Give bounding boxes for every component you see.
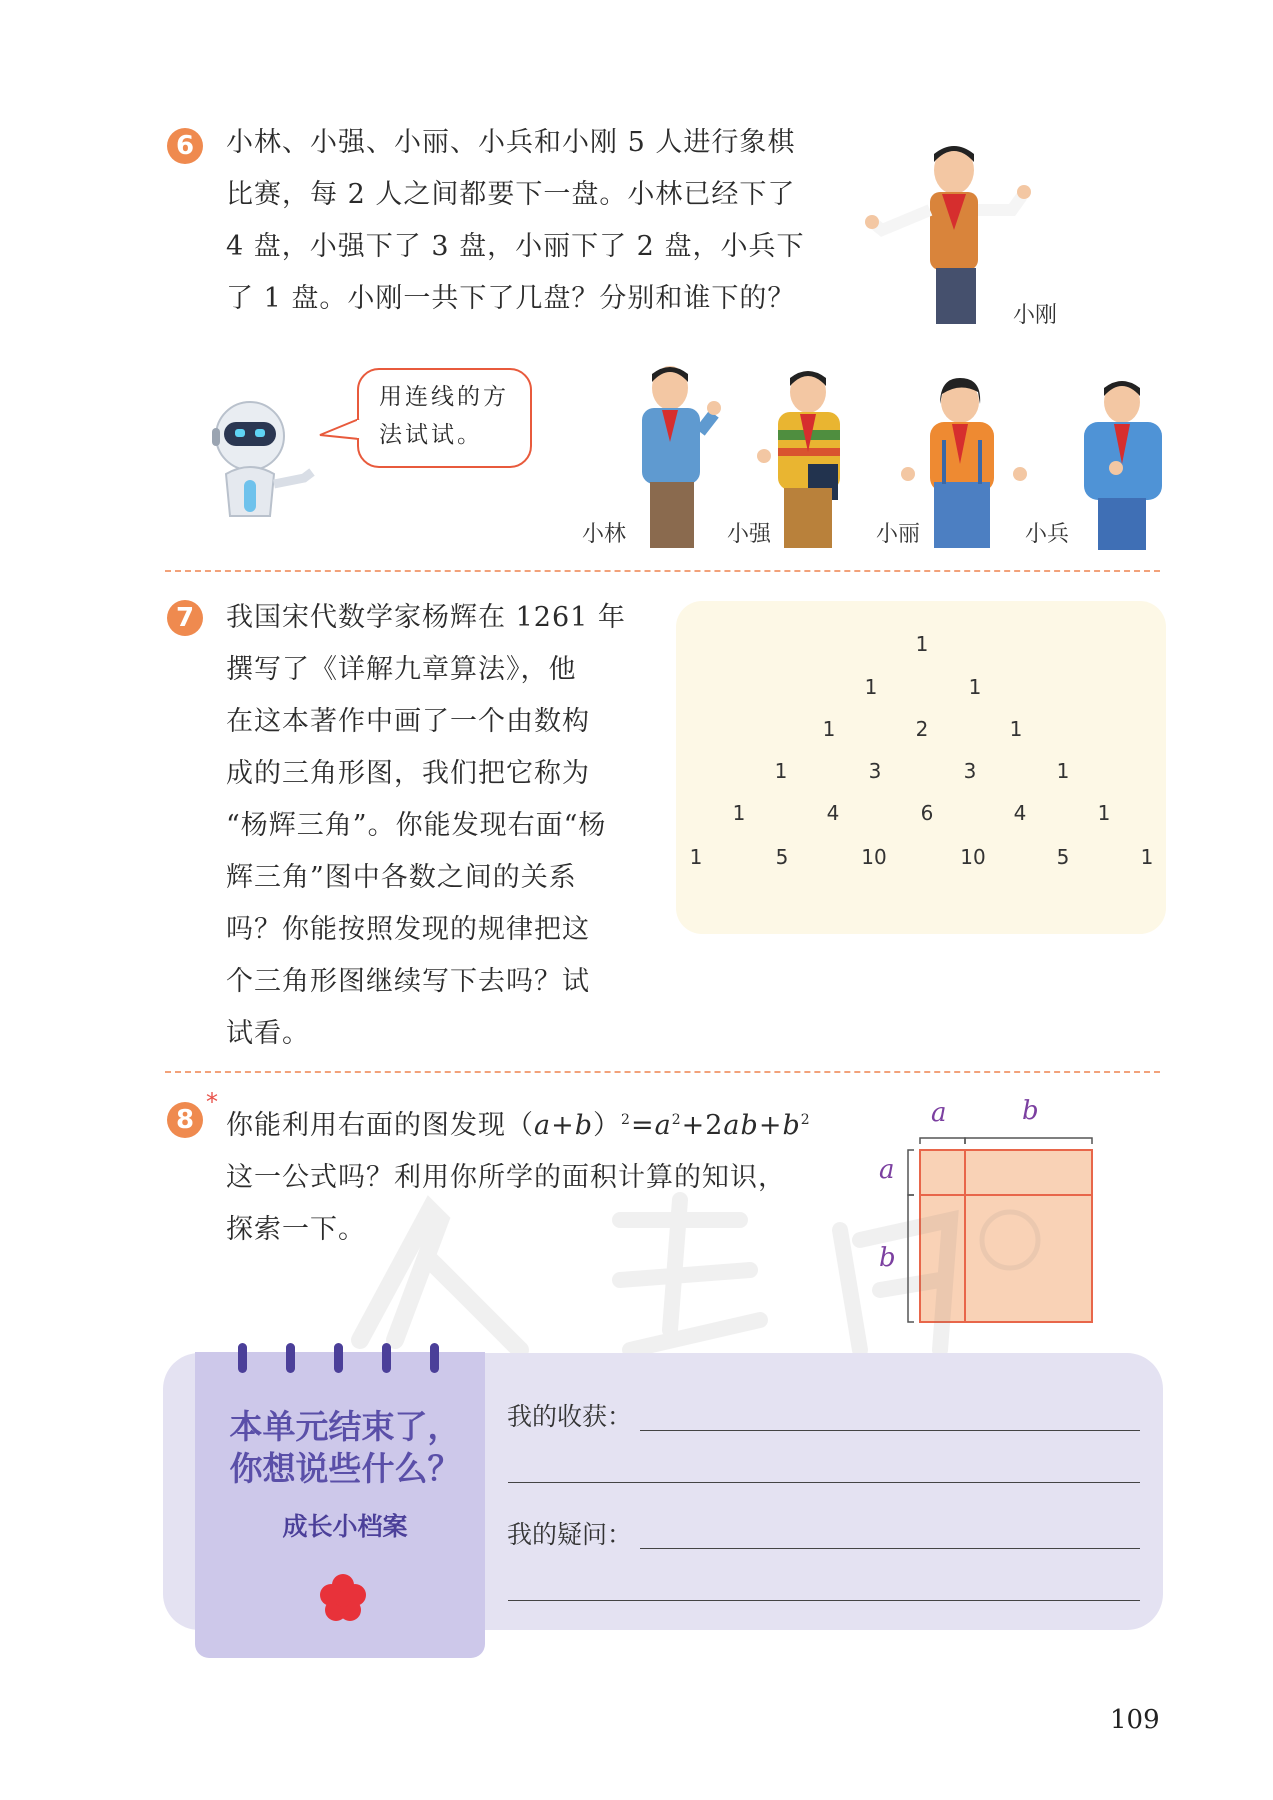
triangle-number: 10 [960,845,986,869]
triangle-number: 5 [1056,845,1070,869]
formula-b: b [574,1110,594,1141]
formula-exp: 2 [621,1112,631,1128]
q6-line: 4 盘，小强下了 3 盘，小丽下了 2 盘，小兵下 [226,231,805,262]
formula-a2: a [654,1110,672,1141]
question-number-7: 7 [167,600,203,636]
q7-text [226,592,626,1060]
q7-line: 试看。 [226,1018,310,1049]
triangle-number: 1 [1009,717,1023,741]
speech-bubble-tail [318,415,360,445]
question-answer-line[interactable] [640,1548,1140,1549]
formula-plus2: +2 [681,1110,724,1141]
name-xiaoli: 小丽 [876,522,921,547]
publisher-watermark-logo [300,1180,1060,1380]
q8-line1-text: 你能利用右面的图发现（ [226,1110,534,1141]
gain-answer-line[interactable] [508,1482,1140,1483]
q7-line: 在这本著作中画了一个由数构 [226,706,590,737]
triangle-number: 6 [920,801,934,825]
triangle-number: 1 [968,675,982,699]
triangle-number: 1 [822,717,836,741]
triangle-number: 3 [963,759,977,783]
triangle-number: 1 [732,801,746,825]
q7-line: 辉三角”图中各数之间的关系 [226,862,577,893]
speech-line: 用连线的方 [379,384,509,410]
diagram-label-top-a: a [931,1098,947,1128]
question-number-8: 8 [167,1102,203,1138]
notebook-ring [382,1343,391,1373]
speech-bubble [357,368,532,468]
name-xiaobing: 小兵 [1025,522,1070,547]
name-xiaolin: 小林 [582,522,627,547]
formula-eq: = [630,1110,655,1141]
boy-xiaolin-illustration [622,362,722,552]
formula-a: a [534,1110,552,1141]
boy-xiaobing-illustration [1068,378,1178,552]
diagram-label-side-b: b [879,1243,896,1273]
summary-title-line-1: 本单元结束了， [229,1407,461,1446]
formula-plus: + [551,1110,575,1141]
notebook-ring [430,1343,439,1373]
q8-line-2: 这一公式吗？利用你所学的面积计算的知识， [226,1162,786,1193]
notebook-ring [286,1343,295,1373]
divider [165,570,1160,572]
triangle-number: 1 [1140,845,1154,869]
triangle-number: 1 [774,759,788,783]
triangle-number: 10 [861,845,887,869]
q6-line: 比赛，每 2 人之间都要下一盘。小林已经下了 [226,179,796,210]
page-number: 109 [1110,1705,1160,1735]
triangle-number: 2 [915,717,929,741]
q7-line: 吗？你能按照发现的规律把这 [226,914,590,945]
triangle-number: 1 [1056,759,1070,783]
name-xiaogang: 小刚 [1013,303,1058,328]
formula-close: ） [593,1110,622,1141]
gain-answer-line[interactable] [640,1430,1140,1431]
triangle-number: 4 [826,801,840,825]
diagram-label-side-a: a [879,1155,895,1185]
question-label: 我的疑问： [507,1520,633,1549]
q6-line: 小林、小强、小丽、小兵和小刚 5 人进行象棋 [226,127,796,158]
triangle-number: 1 [915,632,929,656]
triangle-number: 5 [775,845,789,869]
triangle-number: 3 [868,759,882,783]
summary-title-line-2: 你想说些什么？ [229,1449,461,1488]
flower-icon [318,1573,368,1623]
growth-archive-label: 成长小档案 [282,1512,408,1541]
triangle-number: 1 [689,845,703,869]
q7-line: 我国宋代数学家杨辉在 1261 年 [226,602,626,633]
notebook-ring [238,1343,247,1373]
q7-line: 撰写了《详解九章算法》，他 [226,654,577,685]
speech-line: 法试试。 [379,422,483,448]
q6-line: 了 1 盘。小刚一共下了几盘？分别和谁下的？ [226,283,796,314]
triangle-number: 1 [864,675,878,699]
q7-line: 个三角形图继续写下去吗？试 [226,966,590,997]
formula-plus3: + [758,1110,783,1141]
formula-ab: ab [723,1110,759,1141]
divider [165,1071,1160,1073]
robot-icon [200,388,320,518]
q7-line: 成的三角形图，我们把它称为 [226,758,590,789]
question-number-6: 6 [167,128,203,164]
triangle-number: 1 [1097,801,1111,825]
gain-label: 我的收获： [507,1402,633,1431]
q7-line: “杨辉三角”。你能发现右面“杨 [226,810,607,841]
formula-b2: b [782,1110,801,1141]
triangle-number: 4 [1013,801,1027,825]
diagram-label-top-b: b [1022,1096,1039,1126]
q8-line-3: 探索一下。 [226,1214,366,1245]
formula-exp: 2 [800,1112,811,1128]
q6-text [226,117,804,325]
q8-formula-line [226,1094,811,1152]
name-xiaoqiang: 小强 [727,522,772,547]
notebook-ring [334,1343,343,1373]
formula-exp: 2 [671,1112,682,1128]
optional-star: * [206,1088,218,1116]
question-answer-line[interactable] [508,1600,1140,1601]
